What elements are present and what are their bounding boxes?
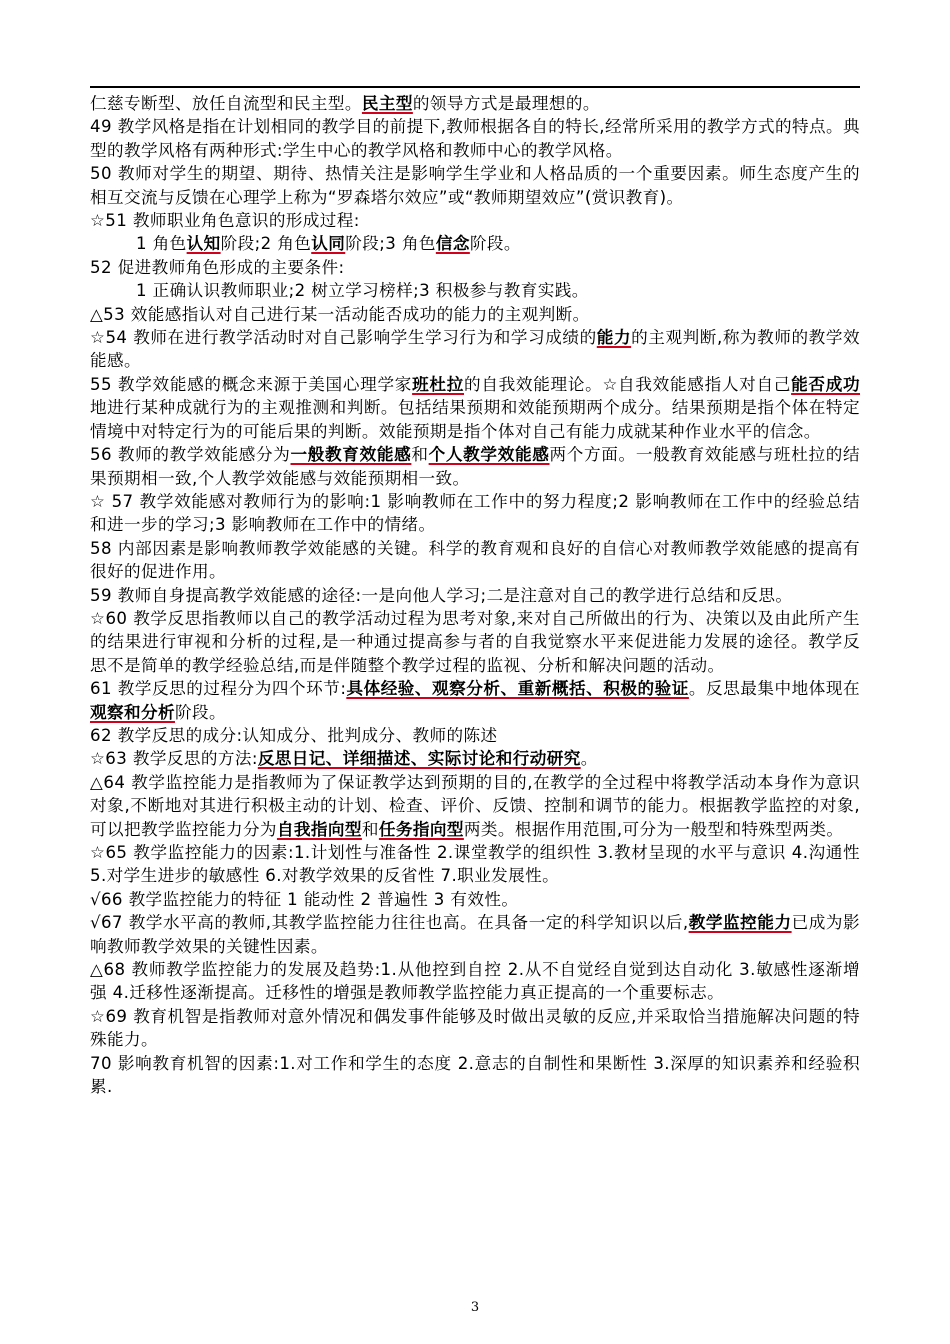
key-term: 民主型 [361, 94, 413, 113]
paragraph-53: △53 效能感指认对自己进行某一活动能否成功的能力的主观判断。 [90, 304, 590, 324]
key-term: 班杜拉 [412, 374, 465, 394]
key-term: 能否成功 [791, 374, 861, 394]
paragraph-65: ☆65 教学监控能力的因素:1.计划性与准备性 2.课堂教学的组织性 3.教材呈现的水平与意识 4.沟通性 5.对学生进步的敏感性 6.对教学效果的反省性 7.职业发展性。 [90, 843, 860, 886]
key-term: 自我指向型 [276, 819, 362, 839]
key-term: 信念 [435, 234, 470, 254]
paragraph-55: 55 教学效能感的概念来源于美国心理学家班杜拉的自我效能理论。☆自我效能感指人对自己能否成功地进行某种成就行为的主观推测和判断。包括结果预期和效能预期两个成分。结果预期是指个体在特定情境中对特定行为的可能后果的判断。效能预期是指个体对自己有能力成就某种作业水平的信念。 [90, 374, 861, 441]
paragraph-51-stages: 1 角色认知阶段;2 角色认同阶段;3 角色信念阶段。 [136, 234, 521, 254]
paragraph-52-conditions: 1 正确认识教师职业;2 树立学习榜样;3 积极参与教育实践。 [136, 281, 589, 301]
paragraph-50: 50 教师对学生的期望、期待、热情关注是影响学生学业和人格品质的一个重要因素。师生态度产生的相互交流与反馈在心理学上称为“罗森塔尔效应”或“教师期望效应”(赏识教育)。 [90, 164, 860, 207]
paragraph-70: 70 影响教育机智的因素:1.对工作和学生的态度 2.意志的自制性和果断性 3.深厚的知识素养和经验积累. [90, 1053, 860, 1097]
paragraph-57: ☆ 57 教学效能感对教师行为的影响:1 影响教师在工作中的努力程度;2 影响教师在工作中的经验总结和进一步的学习;3 影响教师在工作中的情绪。 [90, 491, 860, 535]
page-number: 3 [470, 1300, 480, 1315]
paragraph-52: 52 促进教师角色形成的主要条件: [90, 257, 345, 277]
paragraph-54: ☆54 教师在进行教学活动时对自己影响学生学习行为和学习成绩的能力的主观判断,称为教师的教学效能感。 [90, 328, 860, 371]
document-body [90, 92, 860, 1098]
paragraph-62: 62 教学反思的成分:认知成分、批判成分、教师的陈述 [90, 725, 498, 745]
paragraph-60: ☆60 教学反思指教师以自己的教学活动过程为思考对象,来对自己所做出的行为、决策以及由此所产生的结果进行审视和分析的过程,是一种通过提高参与者的自我觉察水平来促进能力发展的途径。教学反思不是简单的教学经验总结,而是伴随整个教学过程的监视、分析和解决问题的活动。 [90, 608, 860, 675]
paragraph-49: 49 教学风格是指在计划相同的教学目的前提下,教师根据各自的特长,经常所采用的教学方式的特点。典型的教学风格有两种形式:学生中心的教学风格和教师中心的教学风格。 [90, 117, 860, 160]
paragraph-61: 61 教学反思的过程分为四个环节:具体经验、观察分析、重新概括、积极的验证。反思最集中地体现在观察和分析阶段。 [90, 679, 861, 722]
paragraph-59: 59 教师自身提高教学效能感的途径:一是向他人学习;二是注意对自己的教学进行总结和反思。 [90, 585, 793, 605]
key-term: 认知 [186, 234, 221, 254]
paragraph-67: √67 教学水平高的教师,其教学监控能力往往也高。在具备一定的科学知识以后,教学监控能力已成为影响教师教学效果的关键性因素。 [90, 913, 861, 956]
paragraph-63: ☆63 教学反思的方法:反思日记、详细描述、实际讨论和行动研究。 [90, 749, 598, 769]
header-rule [90, 86, 860, 88]
key-term: 反思日记、详细描述、实际讨论和行动研究 [257, 749, 581, 769]
key-term: 认同 [311, 234, 346, 254]
key-term: 个人教学效能感 [428, 445, 550, 465]
key-term: 任务指向型 [378, 819, 464, 839]
paragraph-68: △68 教师教学监控能力的发展及趋势:1.从他控到自控 2.从不自觉经自觉到达自动化 3.敏感性逐渐增强 4.迁移性逐渐提高。迁移性的增强是教师教学监控能力真正提高的一个重要标志。 [90, 960, 860, 1003]
paragraph-58: 58 内部因素是影响教师教学效能感的关键。科学的教育观和良好的自信心对教师教学效能感的提高有很好的促进作用。 [90, 538, 860, 582]
key-term: 能力 [596, 328, 632, 348]
key-term: 一般教育效能感 [290, 445, 412, 465]
key-term: 观察和分析 [90, 702, 175, 722]
paragraph-56: 56 教师的教学效能感分为一般教育效能感和个人教学效能感两个方面。一般教育效能感与班杜拉的结果预期相一致,个人教学效能感与效能预期相一致。 [90, 445, 860, 488]
paragraph-66: √66 教学监控能力的特征 1 能动性 2 普遍性 3 有效性。 [90, 889, 519, 909]
paragraph-69: ☆69 教育机智是指教师对意外情况和偶发事件能够及时做出灵敏的反应,并采取恰当措施解决问题的特殊能力。 [90, 1006, 860, 1050]
paragraph-48-end: 仁慈专断型、放任自流型和民主型。民主型的领导方式是最理想的。 [90, 94, 600, 113]
paragraph-51: ☆51 教师职业角色意识的形成过程: [90, 211, 360, 231]
key-term: 教学监控能力 [688, 913, 792, 933]
key-term: 具体经验、观察分析、重新概括、积极的验证 [346, 679, 689, 699]
paragraph-64: △64 教学监控能力是指教师为了保证教学达到预期的目的,在教学的全过程中将教学活动本身作为意识对象,不断地对其进行积极主动的计划、检查、评价、反馈、控制和调节的能力。根据教学监控的对象,可以把教学监控能力分为自我指向型和任务指向型两类。根据作用范围,可分为一般型和特殊型两类。 [90, 772, 860, 839]
